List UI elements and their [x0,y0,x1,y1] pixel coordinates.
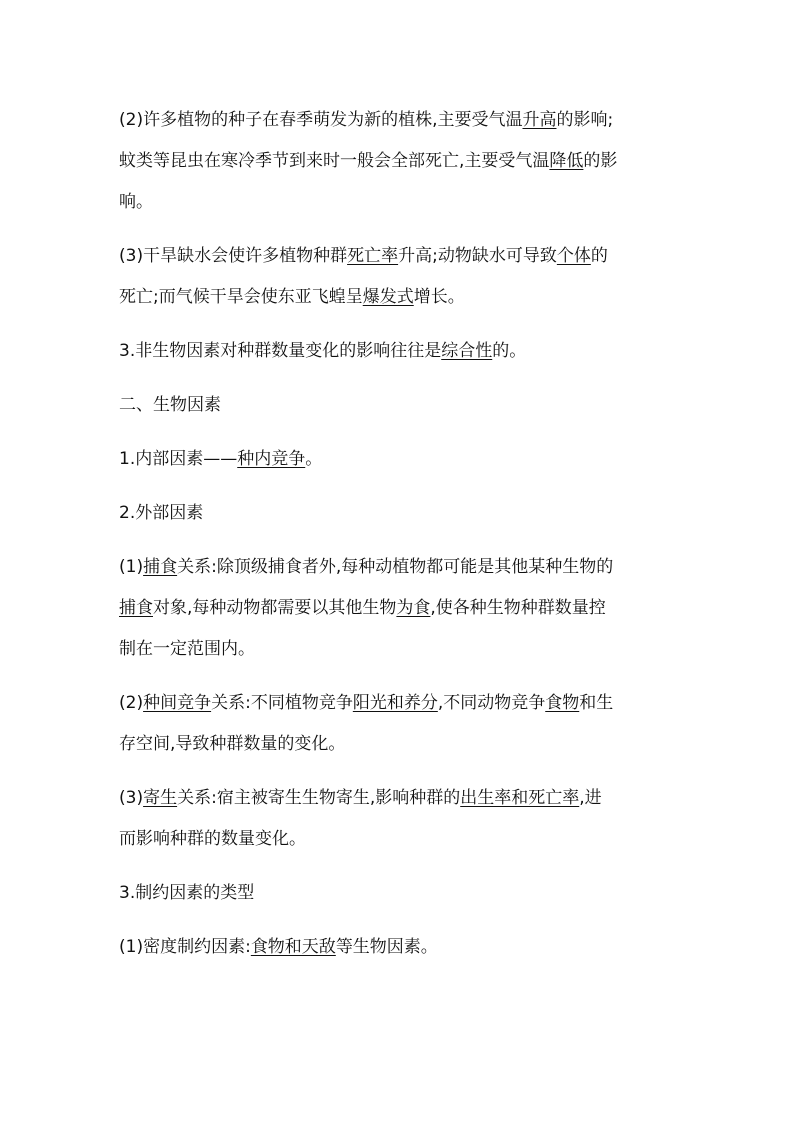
text-segment: 3.非生物因素对种群数量变化的影响往往是 [119,341,442,361]
text-segment: 对象,每种动物都需要以其他生物 [153,598,397,618]
text-segment: 蚊类等昆虫在寒冷季节到来时一般会全部死亡,主要受气温 [119,151,550,171]
text-line [119,100,679,141]
text-line [119,724,679,765]
text-segment: 关系:宿主被寄生生物寄生,影响种群的 [177,788,461,808]
underlined-answer: 降低 [549,151,584,171]
text-segment: (3) [119,788,144,808]
text-segment: 等生物因素。 [335,937,438,957]
text-segment: (2)许多植物的种子在春季萌发为新的植株,主要受气温 [119,110,523,130]
text-line [119,182,679,223]
text-segment: 响。 [119,192,153,212]
text-line [119,439,679,480]
text-segment: ,进 [579,788,602,808]
text-line [119,873,679,914]
text-segment: 制在一定范围内。 [119,639,255,659]
text-line [119,778,679,819]
text-segment: (1) [119,557,144,577]
text-segment: 升高;动物缺水可导致 [398,246,557,266]
text-segment: 2.外部因素 [119,503,204,523]
paragraph [119,873,679,914]
paragraph [119,331,679,372]
underlined-answer: 爆发式 [362,287,414,307]
text-line [119,493,679,534]
text-segment: 的。 [492,341,527,361]
paragraph [119,683,679,765]
text-segment: 和生 [579,693,614,713]
text-line [119,683,679,724]
text-segment: 的影 [583,151,618,171]
text-segment: ,使各种生物种群数量控 [430,598,606,618]
underlined-answer: 种内竞争 [237,449,306,469]
text-line [119,141,679,182]
underlined-answer: 综合性 [441,341,493,361]
underlined-answer: 捕食 [119,598,153,618]
text-line [119,277,679,318]
text-line [119,819,679,860]
text-segment: 死亡;而气候干旱会使东亚飞蝗呈 [119,287,363,307]
document-body [119,100,679,981]
paragraph [119,439,679,480]
text-segment: (3)干旱缺水会使许多植物种群 [119,246,348,266]
text-line [119,927,679,968]
text-segment: 3.制约因素的类型 [119,883,255,903]
underlined-answer: 升高 [522,110,557,130]
text-line [119,236,679,277]
text-segment: (1)密度制约因素: [119,937,251,957]
underlined-answer: 阳光和养分 [352,693,438,713]
text-segment: (2) [119,693,144,713]
text-line [119,547,679,588]
text-segment: 。 [305,449,323,469]
text-segment: 1.内部因素—— [119,449,238,469]
paragraph [119,547,679,670]
text-segment: 关系:除顶级捕食者外,每种动植物都可能是其他某种生物的 [177,557,614,577]
text-segment: 关系:不同植物竞争 [211,693,353,713]
text-line [119,629,679,670]
paragraph [119,385,679,426]
text-segment: 而影响种群的数量变化。 [119,829,306,849]
paragraph [119,778,679,860]
underlined-answer: 死亡率 [347,246,399,266]
underlined-answer: 食物和天敌 [250,937,336,957]
text-segment: 的 [590,246,608,266]
paragraph [119,927,679,968]
underlined-answer: 出生率和死亡率 [460,788,580,808]
text-line [119,588,679,629]
text-segment: 二、生物因素 [119,395,221,415]
underlined-answer: 为食 [396,598,431,618]
underlined-answer: 种间竞争 [143,693,212,713]
text-segment: 的影响; [556,110,614,130]
underlined-answer: 个体 [556,246,591,266]
paragraph [119,236,679,318]
text-segment: ,不同动物竞争 [437,693,546,713]
paragraph [119,100,679,223]
text-segment: 存空间,导致种群数量的变化。 [119,734,346,754]
paragraph [119,493,679,534]
underlined-answer: 寄生 [143,788,178,808]
underlined-answer: 食物 [545,693,580,713]
text-line [119,331,679,372]
underlined-answer: 捕食 [143,557,178,577]
text-line [119,385,679,426]
text-segment: 增长。 [413,287,465,307]
